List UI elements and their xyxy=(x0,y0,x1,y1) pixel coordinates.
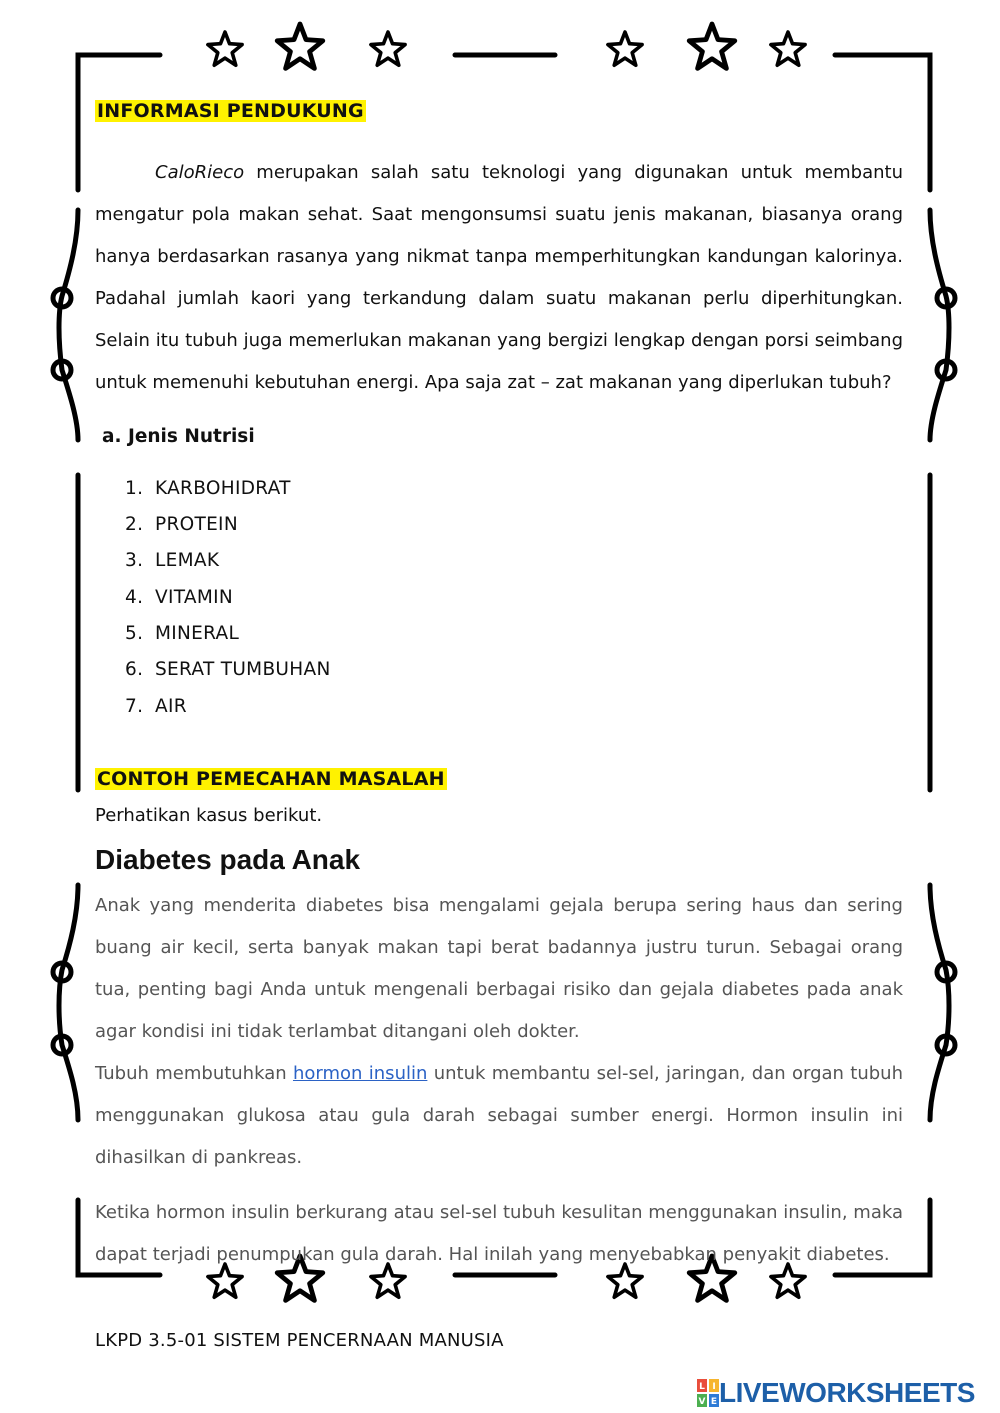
list-item: 4. VITAMIN xyxy=(125,587,233,608)
svg-text:V: V xyxy=(698,1397,706,1407)
section-heading-informasi xyxy=(95,100,366,122)
article-title: Diabetes pada Anak xyxy=(95,844,361,875)
intro-paragraph xyxy=(95,152,903,404)
article-paragraph-3: Ketika hormon insulin berkurang atau sel-sel tubuh kesulitan menggunakan insulin, maka dapat terjadi penumpukan gula darah. Hal inilah yang menyebabkan penyakit diabetes. xyxy=(95,1202,903,1265)
hormon-insulin-link[interactable]: hormon insulin xyxy=(292,1063,428,1084)
svg-text:L: L xyxy=(699,1382,705,1392)
list-item: 3. LEMAK xyxy=(125,550,220,571)
article-paragraph-1: Anak yang menderita diabetes bisa mengalami gejala berupa sering haus dan sering buang air kecil, serta banyak makan tapi berat badannya justru turun. Sebagai orang tua, penting bagi Anda untuk mengenali berbagai risiko dan gejala diabetes pada anak agar kondisi ini tidak terlambat ditangani oleh dokter. xyxy=(95,895,903,1042)
subheading-jenis-nutrisi: a. Jenis Nutrisi xyxy=(102,426,255,447)
list-item: 6. SERAT TUMBUHAN xyxy=(125,659,331,680)
liveworksheets-logo xyxy=(697,1377,975,1409)
liveworksheets-wordmark: LIVEWORKSHEETS xyxy=(719,1377,975,1408)
article-paragraph-2: Tubuh membutuhkan hormon insulin untuk membantu sel-sel, jaringan, dan organ tubuh menggunakan glukosa atau gula darah sebagai sumber energi. Hormon insulin ini dihasilkan di pankreas. xyxy=(95,1063,903,1168)
intro-text: merupakan salah satu teknologi yang digunakan untuk membantu mengatur pola makan sehat. Saat mengonsumsi suatu jenis makanan, biasanya orang hanya berdasarkan rasanya yang nikmat tanpa memperhitungkan kandungan kalorinya. Padahal jumlah kaori yang terkandung dalam suatu makanan perlu diperhitungkan. Selain itu tubuh juga memerlukan makanan yang bergizi lengkap dengan porsi seimbang untuk memenuhi kebutuhan energi. Apa saja zat – zat makanan yang diperlukan tubuh? xyxy=(95,162,903,393)
brand-name: CaloRieco xyxy=(155,162,245,183)
svg-text:I: I xyxy=(712,1382,716,1392)
liveworksheets-badge-icon xyxy=(697,1379,719,1407)
list-item: 7. AIR xyxy=(125,696,187,717)
section-heading-contoh xyxy=(95,768,447,790)
svg-text:E: E xyxy=(710,1397,718,1407)
footer-label: LKPD 3.5-01 SISTEM PENCERNAAN MANUSIA xyxy=(95,1330,504,1351)
list-item: 5. MINERAL xyxy=(125,623,240,644)
section-heading-text: CONTOH PEMECAHAN MASALAH xyxy=(97,768,445,790)
section-heading-text: INFORMASI PENDUKUNG xyxy=(97,100,364,122)
list-item: 2. PROTEIN xyxy=(125,514,238,535)
list-item: 1. KARBOHIDRAT xyxy=(125,478,291,499)
instruction-text: Perhatikan kasus berikut. xyxy=(95,805,323,826)
